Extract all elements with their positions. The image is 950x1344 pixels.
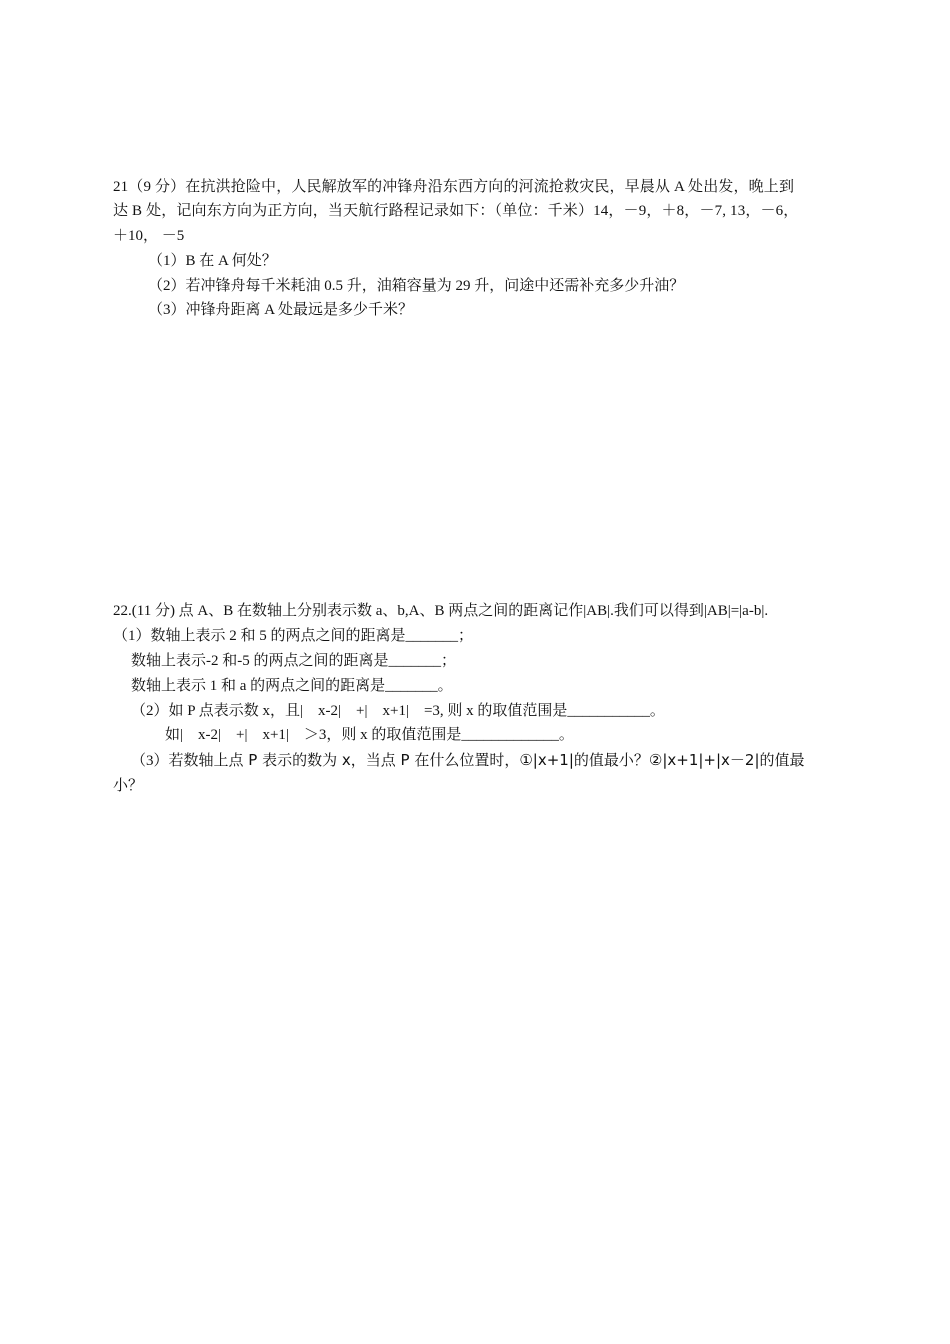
q21-stem-line-2: 达 B 处，记向东方向为正方向，当天航行路程记录如下：（单位：千米）14，－9，＋8，－7, 13，－6， xyxy=(113,203,799,219)
q22-part-1b: 数轴上表示-2 和-5 的两点之间的距离是_______； xyxy=(131,653,456,669)
q21-stem-line-1: 21（9 分）在抗洪抢险中，人民解放军的冲锋舟沿东西方向的河流抢救灾民，早晨从 A 处出发，晚上到 xyxy=(113,179,795,195)
q21-part-3: （3）冲锋舟距离 A 处最远是多少千米？ xyxy=(148,302,414,318)
q22-part-3-prefix: （3） xyxy=(131,753,169,769)
q22-part-1c: 数轴上表示 1 和 a 的两点之间的距离是_______。 xyxy=(131,678,453,694)
q22-part-3-line-2: 小？ xyxy=(113,776,144,794)
q22-part-3-line-1 xyxy=(131,750,805,771)
q21-stem-line-3: ＋10， －5 xyxy=(113,228,185,244)
q22-part-3-text: 若数轴上点 P 表示的数为 x，当点 P 在什么位置时，①|x+1|的值最小？②|x+1|+|x－2|的值最 xyxy=(168,751,805,769)
q21-part-2: （2）若冲锋舟每千米耗油 0.5 升，油箱容量为 29 升，问途中还需补充多少升油？ xyxy=(148,278,685,294)
q22-stem: 22.(11 分) 点 A、B 在数轴上分别表示数 a、b,A、B 两点之间的距离记作|AB|.我们可以得到|AB|=|a-b|. xyxy=(113,603,769,619)
q22-part-1a: （1）数轴上表示 2 和 5 的两点之间的距离是_______； xyxy=(113,628,474,644)
q22-part-2a: （2）如 P 点表示数 x，且| x-2| +| x+1| =3, 则 x 的取值范围是___________。 xyxy=(131,703,665,719)
q22-part-2b: 如| x-2| +| x+1| ＞3，则 x 的取值范围是_____________。 xyxy=(165,727,574,743)
q21-part-1: （1）B 在 A 何处？ xyxy=(148,253,277,269)
